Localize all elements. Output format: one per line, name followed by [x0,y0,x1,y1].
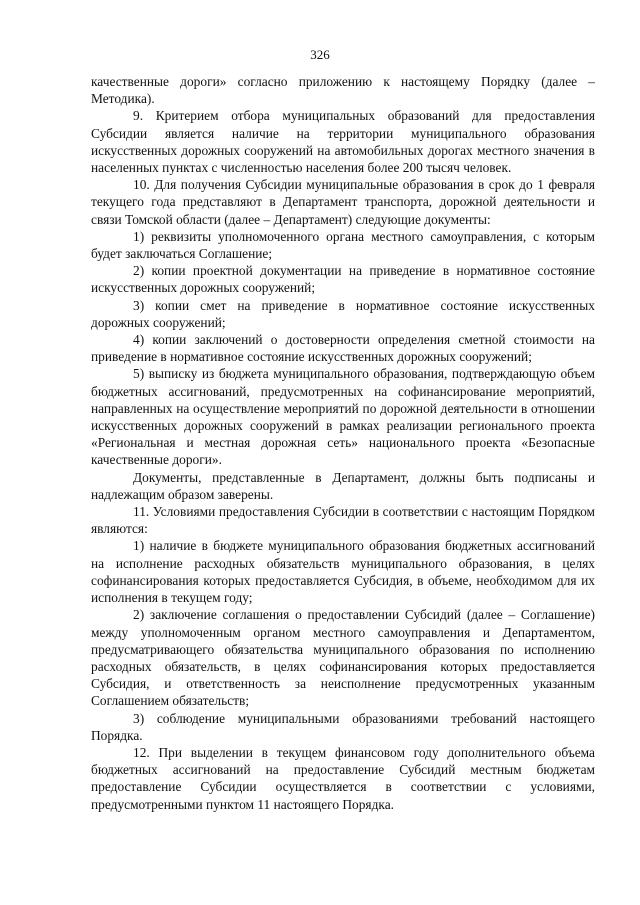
paragraph: 3) соблюдение муниципальными образованиями требований настоящего Порядка. [91,710,595,743]
paragraph: 1) наличие в бюджете муниципального образования бюджетных ассигнований на исполнение расходных обязательств муниципального образования, в целях софинансирования которых предоставляется Субсидия, в объеме, необходимом для их исполнения в текущем году; [91,538,595,606]
paragraph: 9. Критерием отбора муниципальных образований для предоставления Субсидии является наличие на территории муниципального образования искусственных дорожных сооружений на автомобильных дорогах местного значения в населенных пунктах с численностью населения более 200 тысяч человек. [91,108,595,176]
paragraph: 4) копии заключений о достоверности определения сметной стоимости на приведение в нормативное состояние искусственных дорожных сооружений; [91,332,595,365]
paragraph: 10. Для получения Субсидии муниципальные образования в срок до 1 февраля текущего года представляют в Департамент транспорта, дорожной деятельности и связи Томской области (далее – Департамент) следующие документы: [91,177,595,227]
paragraph: 11. Условиями предоставления Субсидии в соответствии с настоящим Порядком являются: [91,504,595,537]
paragraph: 12. При выделении в текущем финансовом году дополнительного объема бюджетных ассигнований на предоставление Субсидий местным бюджетам предоставление Субсидии осуществляется в соответствии с условиями, предусмотренными пунктом 11 настоящего Порядка. [91,744,595,812]
paragraph: 2) заключение соглашения о предоставлении Субсидий (далее – Соглашение) между уполномоченным органом местного самоуправления и Департаментом, предусматривающего обязательства муниципального образования по исполнению расходных обязательств, в целях софинансирования которых предоставляется Субсидия, и ответственность за неисполнение предусмотренных указанным Соглашением обязательств; [91,607,595,709]
paragraph: 5) выписку из бюджета муниципального образования, подтверждающую объем бюджетных ассигнований, предусмотренных на софинансирование мероприятий, направленных на осуществление мероприятий по дорожной деятельности в отношении искусственных дорожных сооружений в рамках реализации регионального проекта «Региональная и местная дорожная сеть» национального проекта «Безопасные качественные дороги». [91,366,595,468]
document-body [91,73,595,813]
paragraph: 1) реквизиты уполномоченного органа местного самоуправления, с которым будет заключаться Соглашение; [91,228,595,262]
paragraph: качественные дороги» согласно приложению к настоящему Порядку (далее – Методика). [91,74,595,107]
page-number: 326 [310,47,330,62]
paragraph: 3) копии смет на приведение в нормативное состояние искусственных дорожных сооружений; [91,297,595,330]
paragraph: Документы, представленные в Департамент, должны быть подписаны и надлежащим образом заверены. [91,469,595,502]
paragraph: 2) копии проектной документации на приведение в нормативное состояние искусственных дорожных сооружений; [91,263,595,296]
